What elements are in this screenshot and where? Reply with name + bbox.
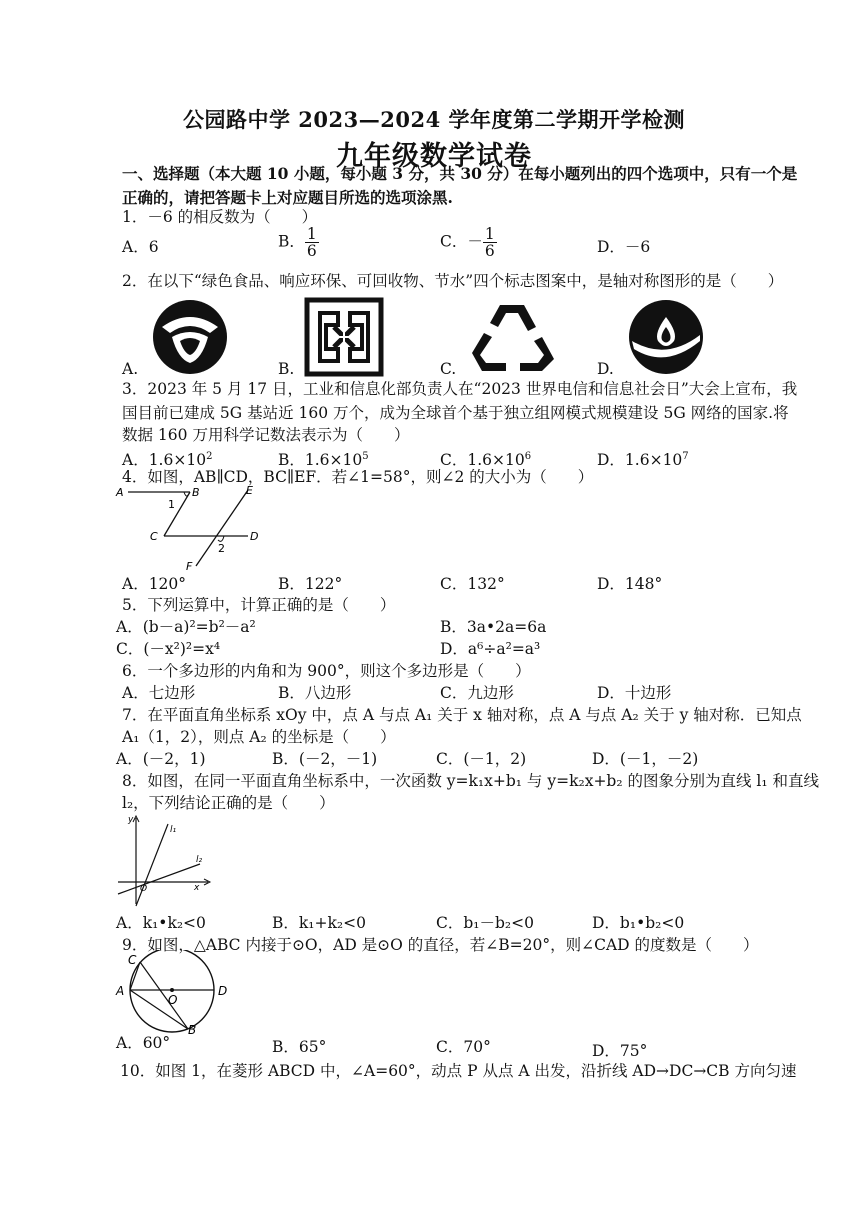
q5-option-b: B．3a•2a=6a (440, 618, 547, 636)
q9-option-c: C．70° (436, 1038, 491, 1056)
q1-option-a: A．6 (122, 238, 159, 256)
q4-option-b: B．122° (278, 575, 343, 593)
chord-ab (130, 990, 188, 1029)
q3-a-base: A．1.6×10 (122, 451, 207, 470)
q9-option-a: A．60° (116, 1034, 171, 1052)
line-l2 (118, 864, 200, 894)
q6-option-d: D．十边形 (597, 684, 672, 702)
q1-b-numerator: 1 (306, 225, 317, 243)
center-dot (170, 988, 174, 992)
q2-option-b: B. (278, 360, 295, 378)
angle-2-arc (218, 536, 224, 541)
q5-option-c: C．(－x²)²=x⁴ (116, 640, 221, 658)
q7-line2: A₁（1，2），则点 A₂ 的坐标是（ ） (122, 728, 396, 746)
q3-a-exp: 2 (206, 451, 213, 462)
q1-option-c-fraction (483, 226, 497, 259)
environment-logo (304, 297, 384, 377)
q9-option-b: B．65° (272, 1038, 327, 1056)
q5-stem: 5．下列运算中，计算正确的是（ ） (122, 596, 396, 614)
q7-option-a: A．(－2，1) (116, 750, 206, 768)
q4-stem: 4．如图，AB∥CD，BC∥EF．若∠1=58°，则∠2 的大小为（ ） (122, 468, 594, 486)
q6-option-a: A．七边形 (122, 684, 196, 702)
q1-option-b-fraction (305, 226, 319, 259)
q6-option-c: C．九边形 (440, 684, 514, 702)
label-angle-2: 2 (218, 542, 225, 555)
q3-d-exp: 7 (682, 451, 689, 462)
label-d: D (250, 530, 259, 543)
q3-b-exp: 5 (362, 451, 369, 462)
label-c: C (150, 530, 158, 543)
label-angle-1: 1 (168, 498, 175, 511)
q3-c-exp: 6 (524, 451, 532, 462)
q3-line2: 国目前已建成 5G 基站近 160 万个，成为全球首个基于独立组网模式规模建设 5G 网络的国家.将 (122, 404, 789, 422)
q1-option-c-label: C． (440, 232, 468, 251)
q8-option-c: C．b₁－b₂<0 (436, 914, 534, 932)
label-l2: l₂ (196, 855, 203, 865)
label-b: B (192, 486, 200, 499)
label-o: O (168, 993, 178, 1007)
q9-circle-figure (112, 950, 232, 1036)
q6-option-b: B．八边形 (278, 684, 352, 702)
q3-option-d (597, 446, 689, 471)
q8-line2: l₂，下列结论正确的是（ ） (122, 794, 335, 812)
q4-parallel-lines-figure (114, 482, 274, 574)
q3-line3: 数据 160 万用科学记数法表示为（ ） (122, 426, 410, 444)
water-saving-logo (626, 297, 706, 377)
q3-d-base: D．1.6×10 (597, 451, 683, 470)
q8-line1: 8．如图，在同一平面直角坐标系中，一次函数 y=k₁x+b₁ 与 y=k₂x+b₂ 的图象分别为直线 l₁ 和直线 (122, 772, 820, 790)
label-c: C (128, 953, 137, 967)
q2-stem: 2．在以下“绿色食品、响应环保、可回收物、节水”四个标志图案中，是轴对称图形的是（ ） (122, 272, 784, 290)
q9-option-d: D．75° (592, 1042, 648, 1060)
recycle-logo (468, 297, 558, 377)
q7-line1: 7．在平面直角坐标系 xOy 中，点 A 与点 A₁ 关于 x 轴对称，点 A 与点 A₂ 关于 y 轴对称．已知点 (122, 706, 802, 724)
q5-option-d: D．a⁶÷a²=a³ (440, 640, 541, 658)
q9-stem: 9．如图，△ABC 内接于⊙O，AD 是⊙O 的直径，若∠B=20°，则∠CAD 的度数是（ ） (122, 936, 759, 954)
q4-option-d: D．148° (597, 575, 663, 593)
q1-option-b (278, 226, 319, 259)
q8-option-d: D．b₁•b₂<0 (592, 914, 685, 932)
label-d: D (218, 984, 228, 998)
section-instruction-line1: 一、选择题（本大题 10 小题，每小题 3 分，共 30 分）在每小题列出的四个选项中，只有一个是 (122, 164, 798, 183)
label-b: B (188, 1023, 197, 1036)
label-a: A (116, 486, 124, 499)
q2-option-d: D. (597, 360, 614, 378)
q1-stem: 1．－6 的相反数为（ ） (122, 208, 318, 226)
q1-option-d: D．－6 (597, 238, 651, 256)
axis-label-y: y (128, 815, 134, 825)
q10-line1: 10．如图 1，在菱形 ABCD 中，∠A=60°，动点 P 从点 A 出发，沿折线 AD→DC→CB 方向匀速 (120, 1062, 797, 1080)
q7-option-b: B．(－2，－1) (272, 750, 378, 768)
q1-option-c-sign: － (467, 232, 483, 251)
label-l1: l₁ (170, 825, 177, 835)
chord-cb (140, 962, 188, 1029)
section-instruction-line2: 正确的，请把答题卡上对应题目所选的选项涂黑. (122, 188, 453, 207)
q8-linear-functions-figure (112, 812, 212, 908)
axis-label-x: x (194, 883, 200, 893)
q1-b-denominator: 6 (306, 242, 317, 260)
q4-option-c: C．132° (440, 575, 505, 593)
q7-option-c: C．(－1，2) (436, 750, 527, 768)
q3-line1: 3．2023 年 5 月 17 日，工业和信息化部负责人在“2023 世界电信和信息社会日”大会上宣布，我 (122, 380, 798, 398)
q1-option-c (440, 226, 497, 259)
q2-option-c: C. (440, 360, 457, 378)
school-title: 公园路中学 2023—2024 学年度第二学期开学检测 (182, 107, 685, 132)
q3-c-base: C．1.6×10 (440, 451, 525, 470)
q2-option-a: A. (122, 360, 139, 378)
label-e: E (246, 484, 253, 497)
label-f: F (186, 560, 193, 573)
label-a: A (116, 984, 125, 998)
q6-stem: 6．一个多边形的内角和为 900°，则这个多边形是（ ） (122, 662, 531, 680)
q1-option-b-label: B． (278, 232, 305, 251)
q7-option-d: D．(－1，－2) (592, 750, 699, 768)
q1-c-numerator: 1 (484, 225, 495, 243)
origin-label: O (140, 884, 148, 894)
q8-option-a: A．k₁•k₂<0 (116, 914, 206, 932)
q1-c-denominator: 6 (484, 242, 495, 260)
q3-b-base: B．1.6×10 (278, 451, 363, 470)
q8-option-b: B．k₁+k₂<0 (272, 914, 366, 932)
q4-option-a: A．120° (122, 575, 187, 593)
q5-option-a: A．(b－a)²=b²－a² (116, 618, 256, 636)
paper-title: 九年级数学试卷 (336, 141, 532, 172)
green-food-logo (150, 297, 230, 377)
